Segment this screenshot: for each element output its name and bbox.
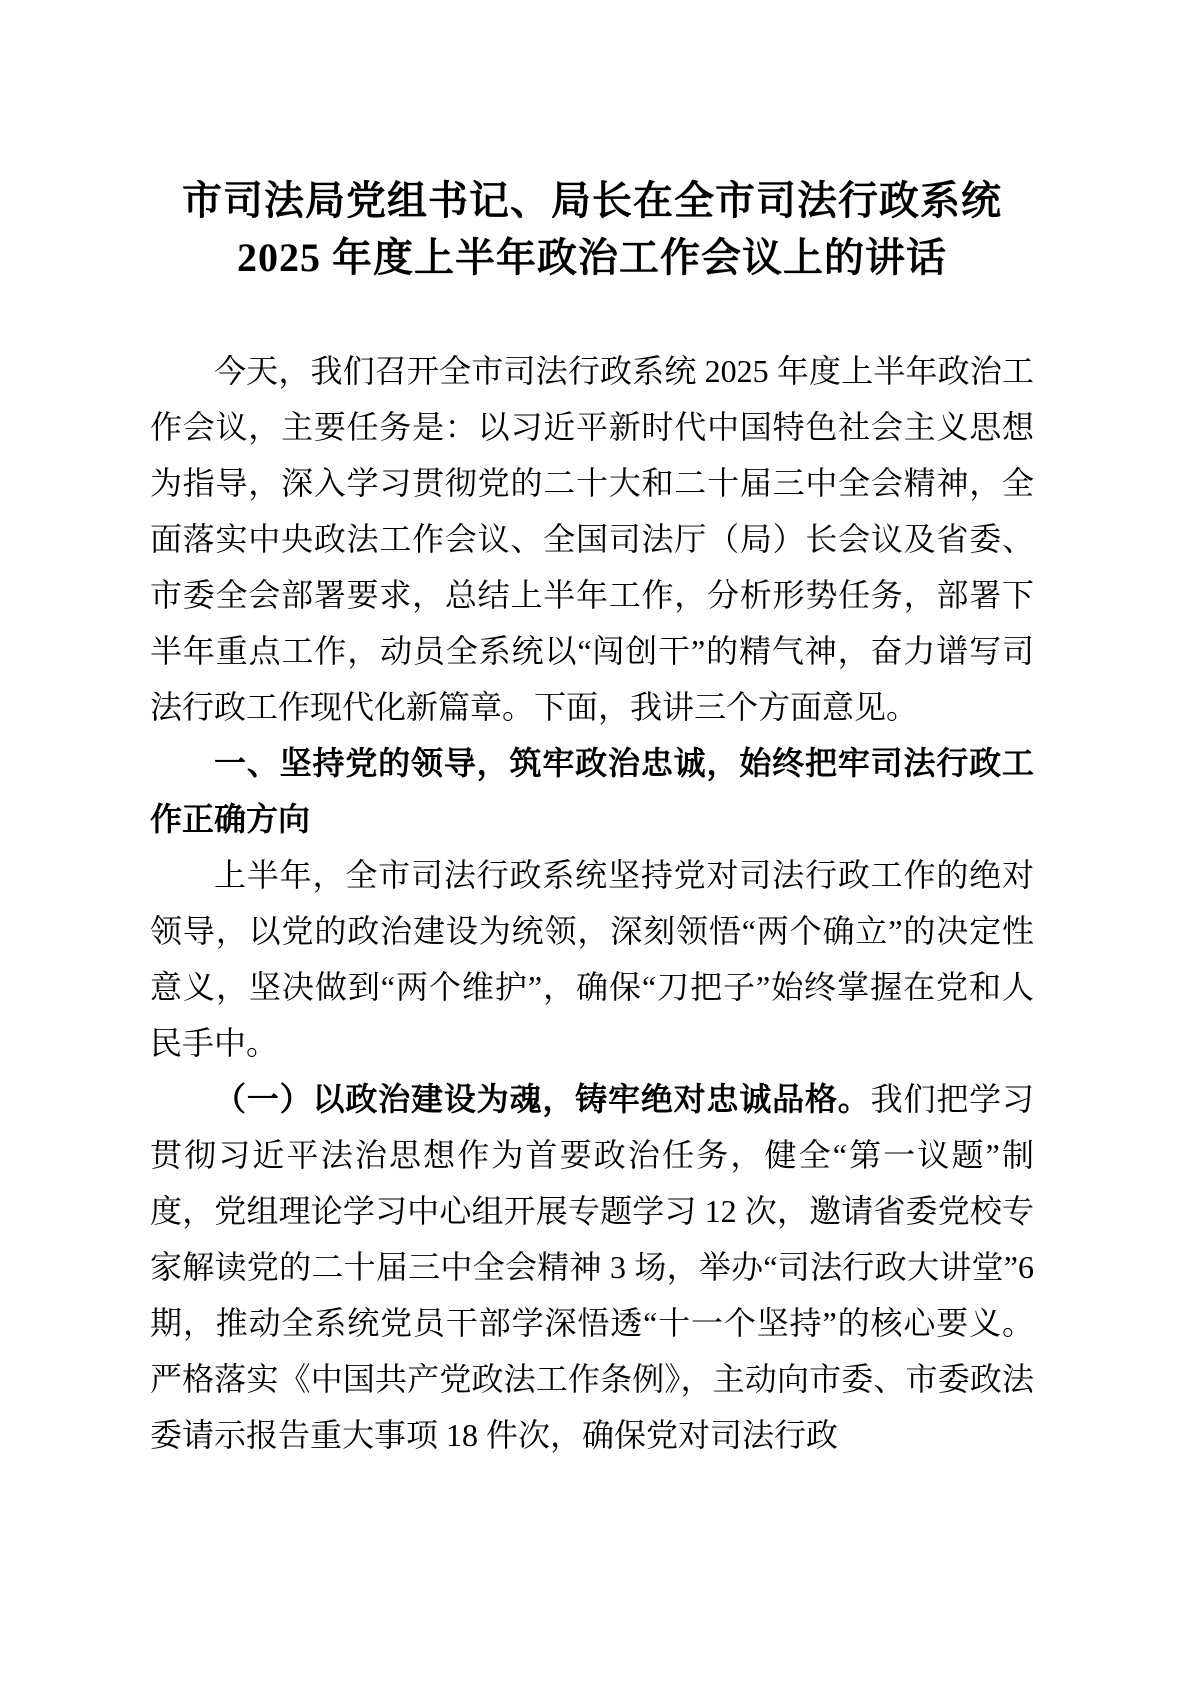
section-1-intro-paragraph: 上半年，全市司法行政系统坚持党对司法行政工作的绝对领导，以党的政治建设为统领，深刻领悟“两个确立”的决定性意义，坚决做到“两个维护”，确保“刀把子”始终掌握在党和人民手中。 <box>150 857 1034 1061</box>
document-body <box>150 343 1034 1463</box>
document-title: 市司法局党组书记、局长在全市司法行政系统 2025 年度上半年政治工作会议上的讲话 <box>182 178 1002 280</box>
item-1-lead-text: （一）以政治建设为魂，铸牢绝对忠诚品格。 <box>214 1081 871 1117</box>
item-1-body-text: 我们把学习贯彻习近平法治思想作为首要政治任务，健全“第一议题”制度，党组理论学习中心组开展专题学习 12 次，邀请省委党校专家解读党的二十届三中全会精神 3 场，举办“司法行政大讲堂”6 期，推动全系统党员干部学深悟透“十一个坚持”的核心要义。严格落实《中国共产党政法工作条例》，主动向市委、市委政法委请示报告重大事项 18 件次，确保党对司法行政 <box>150 1081 1034 1453</box>
paragraph-meeting-intro: 今天，我们召开全市司法行政系统 2025 年度上半年政治工作会议，主要任务是：以习近平新时代中国特色社会主义思想为指导，深入学习贯彻党的二十大和二十届三中全会精神，全面落实中央政法工作会议、全国司法厅（局）长会议及省委、市委全会部署要求，总结上半年工作，分析形势任务，部署下半年重点工作，动员全系统以“闯创干”的精气神，奋力谱写司法行政工作现代化新篇章。下面，我讲三个方面意见。 <box>150 353 1034 725</box>
section-1-item-1-paragraph <box>150 1071 1034 1463</box>
section-1-heading: 一、坚持党的领导，筑牢政治忠诚，始终把牢司法行政工作正确方向 <box>150 745 1034 837</box>
